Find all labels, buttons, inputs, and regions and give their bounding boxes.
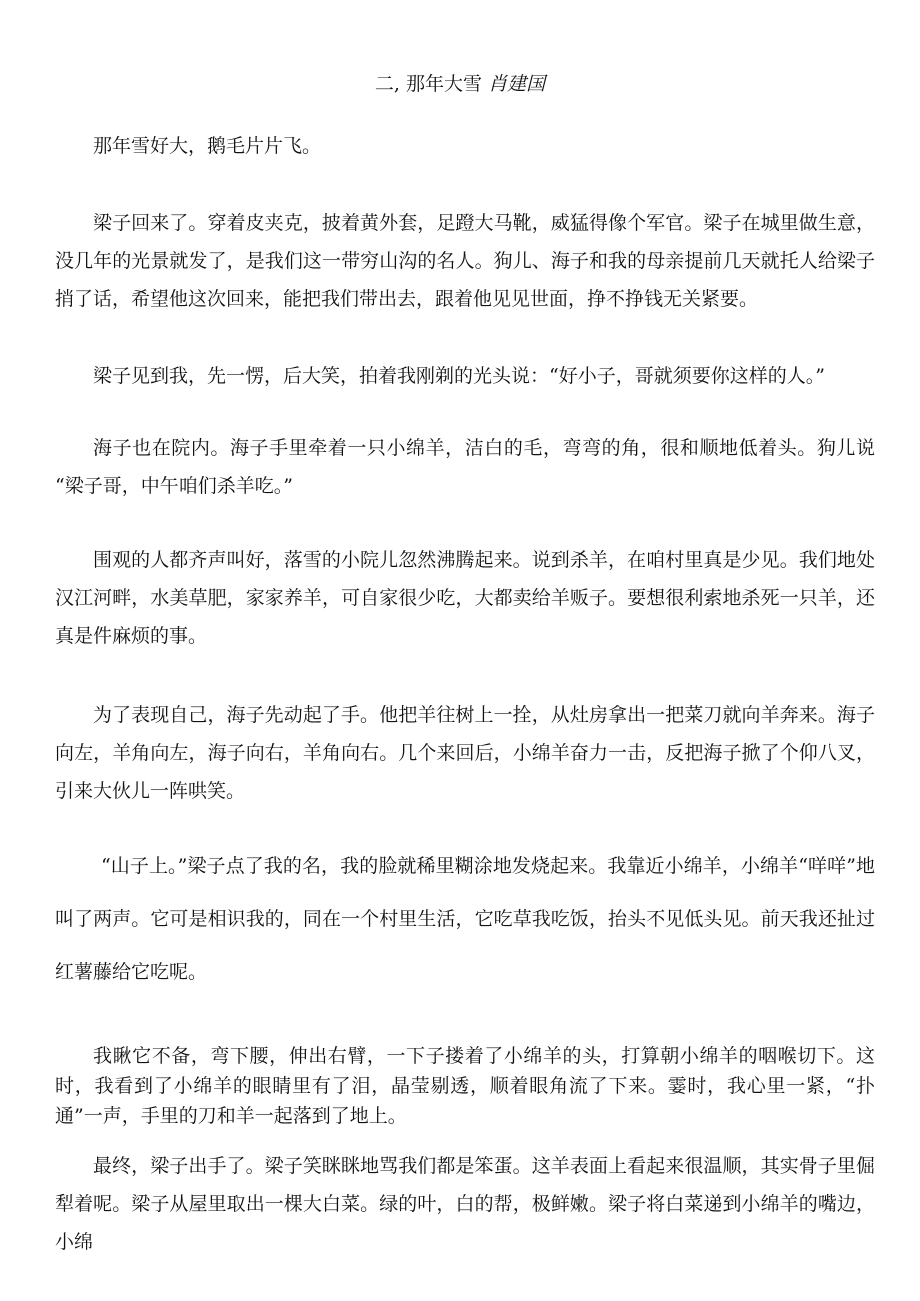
paragraph-8: 我瞅它不备，弯下腰，伸出右臂，一下子搂着了小绵羊的头，打算朝小绵羊的咽喉切下。这时，我看到了小绵羊的眼睛里有了泪，晶莹剔透，顺着眼角流了下来。霎时，我心里一紧，“扑通”一声，手里的刀和羊一起落到了地上。 (55, 1045, 875, 1127)
document-title (0, 70, 920, 98)
paragraph-9: 最终，梁子出手了。梁子笑眯眯地骂我们都是笨蛋。这羊表面上看起来很温顺，其实骨子里倔犁着呢。梁子从屋里取出一棵大白菜。绿的叶，白的帮，极鲜嫩。梁子将白菜递到小绵羊的嘴边，小绵 (55, 1155, 875, 1253)
paragraph-3: 梁子见到我，先一愣，后大笑，拍着我刚剃的光头说：“好小子，哥就须要你这样的人。” (93, 365, 825, 387)
paragraph-6: 为了表现自己，海子先动起了手。他把羊往树上一拴，从灶房拿出一把菜刀就向羊奔来。海子向左，羊角向左，海子向右，羊角向右。几个来回后，小绵羊奋力一击，反把海子掀了个仰八叉，引来大伙儿一阵哄笑。 (55, 704, 875, 802)
title-text: 二, 那年大雪 (374, 73, 483, 95)
paragraph-4: 海子也在院内。海子手里牵着一只小绵羊，洁白的毛，弯弯的角，很和顺地低着头。狗儿说 “梁子哥，中午咱们杀羊吃。” (55, 437, 875, 497)
title-author: 肖建国 (488, 73, 546, 95)
paragraph-7: “山子上。”梁子点了我的名，我的脸就稀里糊涂地发烧起来。我靠近小绵羊，小绵羊“咩咩”地叫了两声。它可是相识我的，同在一个村里生活，它吃草我吃饭，抬头不见低头见。前天我还扯过红薯藤给它吃呢。 (55, 855, 875, 983)
paragraph-2: 梁子回来了。穿着皮夹克，披着黄外套，足蹬大马靴，威猛得像个军官。梁子在城里做生意，没几年的光景就发了，是我们这一带穷山沟的名人。狗儿、海子和我的母亲提前几天就托人给梁子捎了话，希望他这次回来，能把我们带出去，跟着他见见世面，挣不挣钱无关紧要。 (55, 212, 875, 310)
paragraph-5: 围观的人都齐声叫好，落雪的小院儿忽然沸腾起来。说到杀羊，在咱村里真是少见。我们地处汉江河畔，水美草肥，家家养羊，可自家很少吃，大都卖给羊贩子。要想很利索地杀死一只羊，还真是件麻烦的事。 (55, 549, 875, 647)
paragraph-1: 那年雪好大，鹅毛片片飞。 (93, 135, 322, 157)
